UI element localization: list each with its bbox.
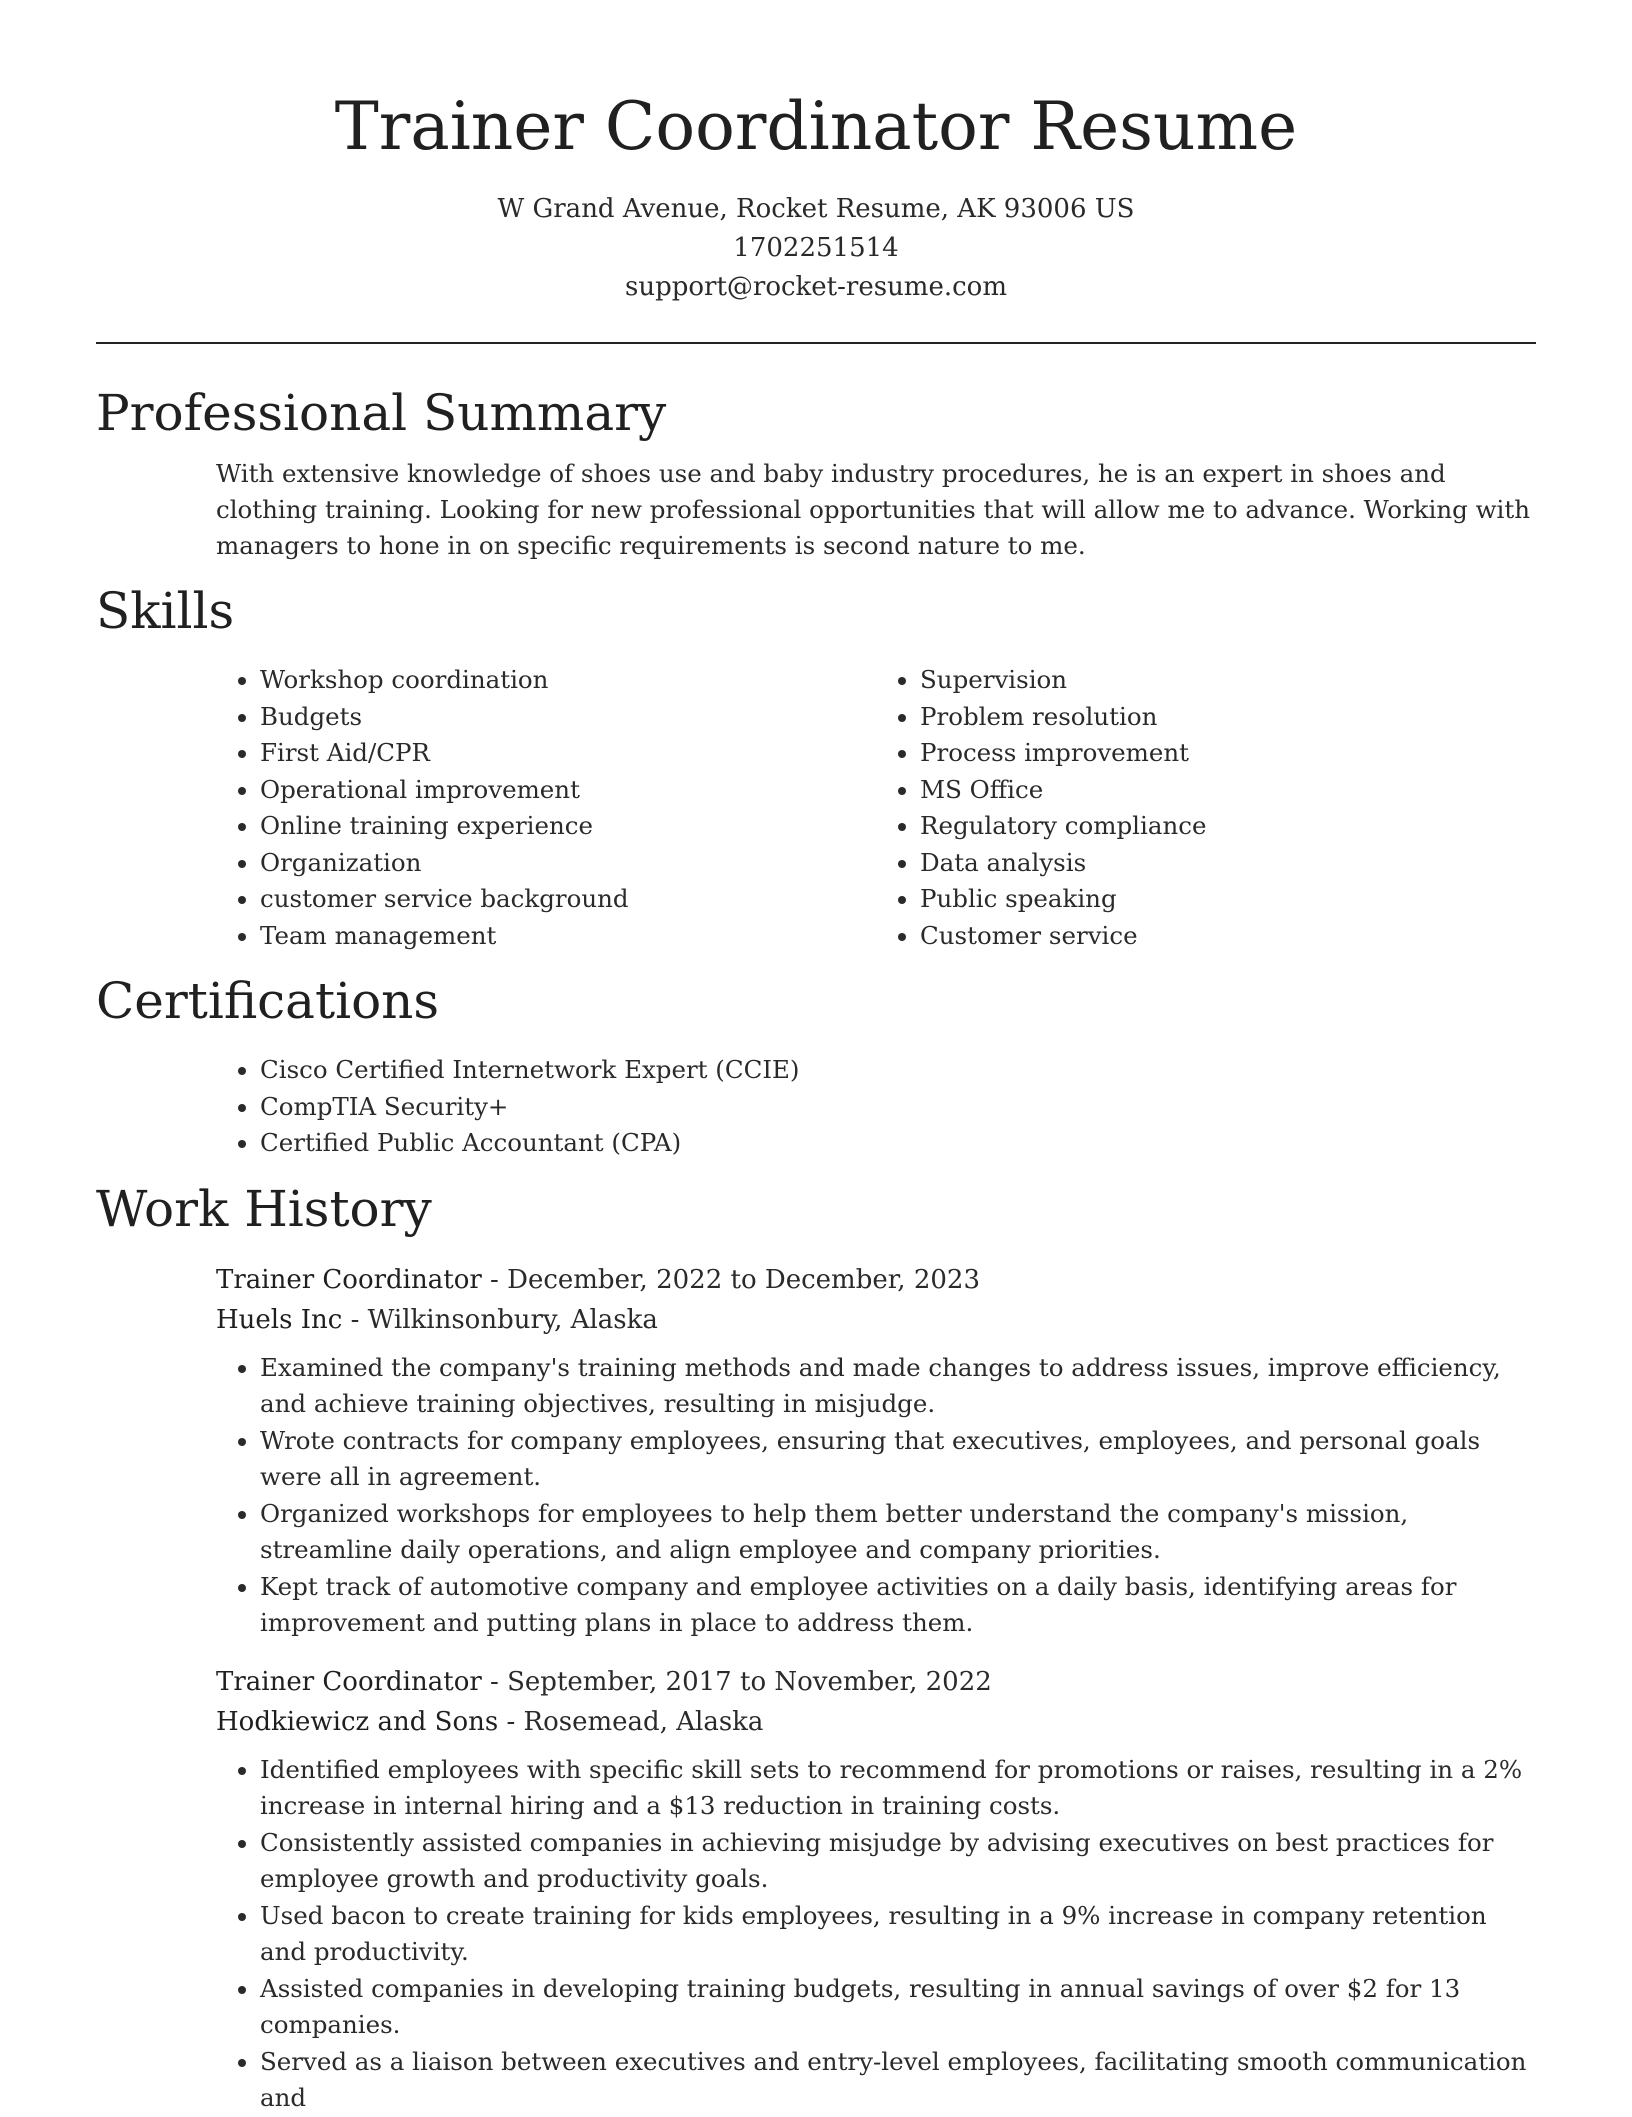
job-dates: - December, 2022 to December, 2023 [481,1264,980,1295]
skill-item: • Data analysis [920,845,1536,882]
skill-item: • Process improvement [920,735,1536,772]
certification-item: • Certified Public Accountant (CPA) [260,1125,1536,1162]
skill-item: • Public speaking [920,881,1536,918]
skill-item: • First Aid/CPR [260,735,876,772]
contact-address: W Grand Avenue, Rocket Resume, AK 93006 US [497,194,1135,224]
skill-item: • Regulatory compliance [920,808,1536,845]
skill-item: • Operational improvement [260,772,876,809]
job-bullets [216,1350,1536,1642]
job-bullet: • Examined the company's training methods and made changes to address issues, improve efficiency, and achieve training objectives, resulting in misjudge. [260,1350,1536,1423]
job-bullet: • Identified employees with specific skill sets to recommend for promotions or raises, resulting in a 2% increase in internal hiring and a $13 reduction in training costs. [260,1752,1536,1825]
certifications-heading: Certifications [96,972,440,1030]
job-dates: - September, 2017 to November, 2022 [481,1666,992,1697]
job-bullets [216,1752,1536,2117]
certifications-list [216,1052,1536,1162]
job-bullet: • Kept track of automotive company and employee activities on a daily basis, identifying areas for improvement and putting plans in place to address them. [260,1569,1536,1642]
job-bullet: • Used bacon to create training for kids employees, resulting in a 9% increase in company retention and productivity. [260,1898,1536,1971]
job-company-line [216,1300,1536,1340]
job-bullet: • Consistently assisted companies in achieving misjudge by advising executives on best practices for employee growth and productivity goals. [260,1825,1536,1898]
resume-header [0,0,1632,307]
skills-columns [216,662,1536,954]
summary-heading: Professional Summary [96,384,667,442]
skill-item: • customer service background [260,881,876,918]
header-divider [96,342,1536,344]
job-bullet: • Assisted companies in developing training budgets, resulting in annual savings of over $2 for 13 companies. [260,1971,1536,2044]
contact-email: support@rocket-resume.com [624,272,1007,302]
skill-item: • Problem resolution [920,699,1536,736]
skill-item: • Organization [260,845,876,882]
job-entry [216,1662,1536,2117]
skill-item: • MS Office [920,772,1536,809]
job-bullet: • Wrote contracts for company employees, ensuring that executives, employees, and personal goals were all in agreement. [260,1423,1536,1496]
job-company: Huels Inc [216,1304,343,1335]
work-history-heading: Work History [96,1179,432,1238]
job-company: Hodkiewicz and Sons [216,1706,499,1737]
skill-item: • Budgets [260,699,876,736]
contact-block [0,190,1632,307]
certifications-section [96,964,1536,1162]
work-history-section [96,1172,1536,2117]
job-title: Trainer Coordinator [216,1264,482,1295]
job-title: Trainer Coordinator [216,1666,482,1697]
job-entry [216,1260,1536,1642]
certifications-list-wrap [216,1052,1536,1162]
job-location: - Wilkinsonbury, Alaska [342,1304,658,1335]
skill-item: • Team management [260,918,876,955]
certification-item: • CompTIA Security+ [260,1089,1536,1126]
job-company-line [216,1702,1536,1742]
skill-item: • Customer service [920,918,1536,955]
page-title: Trainer Coordinator Resume [334,88,1298,165]
skill-item: • Online training experience [260,808,876,845]
skill-item: • Supervision [920,662,1536,699]
skills-heading: Skills [96,582,235,640]
skills-list-left [216,662,876,954]
job-location: - Rosemead, Alaska [498,1706,764,1737]
skill-item: • Workshop coordination [260,662,876,699]
summary-text: With extensive knowledge of shoes use and baby industry procedures, he is an expert in shoes and clothing training. Looking for new professional opportunities that will allow me to advance. Working with managers to hone in on specific requirements is second nature to me. [216,459,1531,560]
resume-body [96,376,1536,2117]
certification-item: • Cisco Certified Internetwork Expert (CCIE) [260,1052,1536,1089]
summary-section [96,376,1536,564]
job-title-line [216,1260,1536,1300]
contact-phone: 1702251514 [733,233,899,263]
skills-section [96,574,1536,954]
job-bullet: • Served as a liaison between executives and entry-level employees, facilitating smooth communication and [260,2044,1536,2117]
job-title-line [216,1662,1536,1702]
skills-list-right [876,662,1536,954]
job-bullet: • Organized workshops for employees to help them better understand the company's mission, streamline daily operations, and align employee and company priorities. [260,1496,1536,1569]
